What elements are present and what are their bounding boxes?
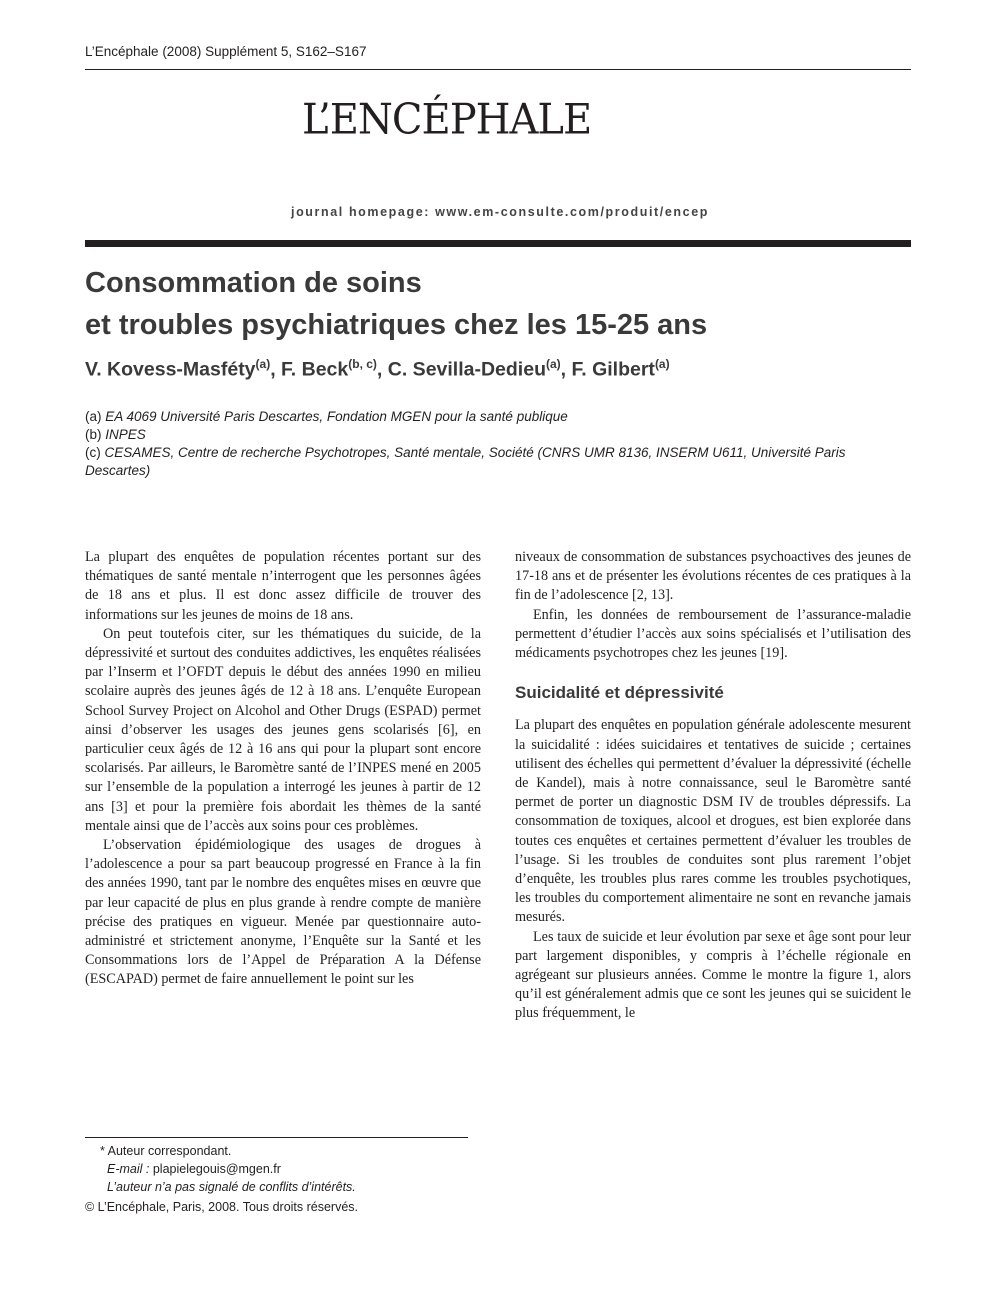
author-name: V. Kovess-Masféty <box>85 358 256 381</box>
body-paragraph: niveaux de consommation de substances psychoactives des jeunes de 17-18 ans et de présenter les évolutions récentes de ces pratiques à la fin de l’adolescence [2, 13]. <box>515 549 911 604</box>
article-title <box>85 262 707 346</box>
author-list <box>85 357 670 382</box>
author-affiliation-mark: (a) <box>545 357 561 371</box>
title-rule <box>85 240 911 247</box>
body-paragraph: L’observation épidémiologique des usages de drogues à l’adolescence a pour sa part beaucoup progressé en France à la fin des années 1990, tant par le nombre des enquêtes mises en œuvre que par leur capacité de plus en plus grande à rendre compte de manière précise des pratiques en vigueur. Menée par questionnaire auto-administré et strictement anonyme, l’Enquête sur la Santé et les Consommations lors de l’Appel de Préparation A la Défense (ESCAPAD) permet de faire annuellement le point sur les <box>85 837 481 988</box>
affiliation-item <box>85 444 911 480</box>
author-separator: , <box>560 358 572 381</box>
conflict-text: L’auteur n’a pas signalé de conflits d’intérêts. <box>107 1180 356 1194</box>
conflict-note <box>100 1178 356 1196</box>
email-label: E-mail : <box>107 1162 153 1176</box>
affiliation-tag: (c) <box>85 445 105 460</box>
body-paragraph: On peut toutefois citer, sur les thématiques du suicide, de la dépressivité et surtout des conduites addictives, les enquêtes réalisées par l’Inserm et l’OFDT depuis le début des années 1990 en milieu scolaire auprès des jeunes âgés de 12 à 18 ans. L’enquête European School Survey Project on Alcohol and Other Drugs (ESPAD) permet ainsi d’observer les usages des jeunes gens scolarisés [6], en particulier ceux âgés de 12 à 16 ans qui pour la plupart sont encore scolarisés. Par ailleurs, le Baromètre santé de l’INPES mené en 2005 sur l’ensemble de la population a interrogé les jeunes à partir de 12 ans [3] et pour la première fois abordait les thèmes de la santé mentale ainsi que de l’accès aux soins pour ces problèmes. <box>85 625 481 834</box>
affiliation-tag: (b) <box>85 427 106 442</box>
author-affiliation-mark: (a) <box>654 357 670 371</box>
affiliation-text: EA 4069 Université Paris Descartes, Fondation MGEN pour la santé publique <box>105 409 568 424</box>
body-column-left <box>85 548 481 990</box>
section-heading: Suicidalité et dépressivité <box>515 683 724 703</box>
body-paragraph: La plupart des enquêtes en population générale adolescente mesurent la suicidalité : idées suicidaires et tentatives de suicide ; certaines utilisent des échelles qui permettent d’évaluer la dépressivité (échelle de Kandel), mais à notre connaissance, seul le Baromètre santé permet de porter un diagnostic DSM IV de troubles dépressifs. La consommation de toxiques, alcool et drogues, est bien explorée dans toutes ces enquêtes et certaines permettent d’évaluer les troubles de l’usage. Si les troubles de conduites sont plus rarement l’objet d’enquête, les troubles plus rares comme les troubles psychotiques, les troubles du comportement alimentaire ne sont en revanche jamais mesurés. <box>515 717 911 926</box>
author-affiliation-mark: (b, c) <box>348 357 377 371</box>
copyright-notice: © L’Encéphale, Paris, 2008. Tous droits réservés. <box>85 1200 359 1214</box>
affiliation-item <box>85 408 911 426</box>
affiliation-item <box>85 426 911 444</box>
email-link[interactable]: plapielegouis@mgen.fr <box>152 1162 281 1176</box>
affiliation-tag: (a) <box>85 409 106 424</box>
author-separator: , <box>270 358 282 381</box>
footnote-rule <box>85 1137 468 1138</box>
email-line <box>100 1160 356 1178</box>
journal-citation: L’Encéphale (2008) Supplément 5, S162–S167 <box>85 44 367 59</box>
body-column-right <box>515 548 911 1024</box>
author-separator: , <box>376 358 388 381</box>
body-paragraph: La plupart des enquêtes de population récentes portant sur des thématiques de santé mentale n’interrogent que les personnes âgées de 18 ans et plus. Il est donc assez difficile de trouver des informations sur les jeunes de moins de 18 ans. <box>85 549 481 623</box>
journal-logo: L’ENCÉPHALE <box>302 95 592 145</box>
affiliation-text: INPES <box>105 427 146 442</box>
title-line-2: et troubles psychiatriques chez les 15-25 ans <box>85 309 708 341</box>
author-name: F. Beck <box>281 358 349 381</box>
affiliation-text: CESAMES, Centre de recherche Psychotropes, Santé mentale, Société (CNRS UMR 8136, INSERM U611, Université Paris Descartes) <box>85 445 846 478</box>
author-name: F. Gilbert <box>571 358 655 381</box>
header-rule <box>85 69 911 70</box>
author-name: C. Sevilla-Dedieu <box>387 358 546 381</box>
footnote <box>100 1142 356 1196</box>
affiliations <box>85 408 911 480</box>
title-line-1: Consommation de soins <box>85 267 422 299</box>
corresponding-author-note: * Auteur correspondant. <box>100 1144 232 1158</box>
journal-homepage[interactable]: journal homepage: www.em-consulte.com/produit/encep <box>291 205 709 219</box>
author-affiliation-mark: (a) <box>255 357 271 371</box>
body-paragraph: Enfin, les données de remboursement de l’assurance-maladie permettent d’étudier l’accès aux soins spécialisés et l’utilisation des médicaments psychotropes chez les jeunes [19]. <box>515 606 911 662</box>
body-paragraph: Les taux de suicide et leur évolution par sexe et âge sont pour leur part largement disponibles, y compris à l’échelle régionale en agrégeant sur plusieurs années. Comme le montre la figure 1, alors qu’il est généralement admis que ce sont les jeunes qui se suicident le plus fréquemment, le <box>515 928 911 1022</box>
